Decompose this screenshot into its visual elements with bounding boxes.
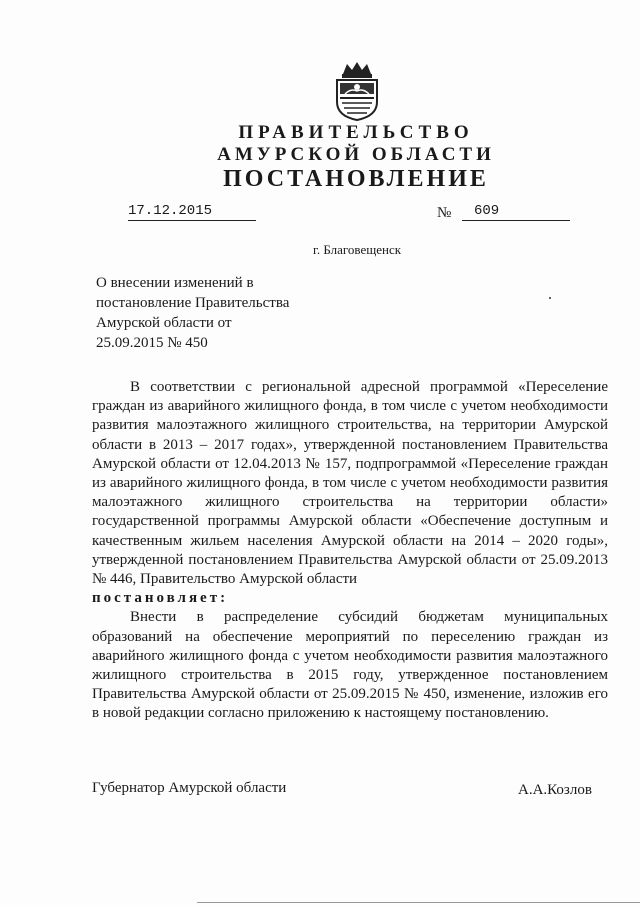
document-subject	[96, 273, 356, 353]
subject-line: постановление Правительства	[96, 295, 290, 311]
scan-speck	[549, 297, 551, 299]
number-sign: №	[437, 205, 452, 221]
document-date: 17.12.2015	[128, 203, 256, 221]
document-body	[92, 378, 608, 724]
city-label: г. Благовещенск	[312, 242, 402, 257]
coat-of-arms-icon	[327, 60, 387, 122]
subject-line: Амурской области от	[96, 315, 232, 331]
region-title: АМУРСКОЙ ОБЛАСТИ	[217, 144, 495, 165]
government-title: ПРАВИТЕЛЬСТВО	[238, 122, 474, 143]
preamble-paragraph: В соответствии с региональной адресной программой «Переселение граждан из аварийного жилищного фонда, в том числе с учетом необходимости развития малоэтажного жилищного строительства, на территории Амурской области в 2013 – 2017 годах», утвержденной постановлением Правительства Амурской области от 12.04.2013 № 157, подпрограммой «Переселение граждан из аварийного жилищного фонда, в том числе с учетом необходимости развития малоэтажного жилищного строительства на территории области» государственной программы Амурской области «Обеспечение доступным и качественным жильем населения Амурской области на 2014 – 2020 годы», утвержденной постановлением Правительства Амурской области от 25.09.2013 № 446, Правительство Амурской области	[92, 379, 608, 588]
document-number: 609	[462, 203, 570, 221]
subject-line: О внесении изменений в	[96, 275, 254, 291]
document-type-title: ПОСТАНОВЛЕНИЕ	[223, 166, 489, 192]
subject-line: 25.09.2015 № 450	[96, 335, 208, 351]
resolves-heading: постановляет:	[92, 590, 229, 607]
scan-edge-line	[197, 902, 640, 903]
operative-paragraph: Внести в распределение субсидий бюджетам муниципальных образований на обеспечение мероприятий по переселению граждан из аварийного жилищного фонда с учетом необходимости развития малоэтажного жилищного строительства в 2015 году, утвержденное постановлением Правительства Амурской области от 25.09.2015 № 450, изменение, изложив его в новой редакции согласно приложению к настоящему постановлению.	[92, 609, 608, 722]
signatory-position: Губернатор Амурской области	[92, 780, 287, 796]
signatory-name: А.А.Козлов	[518, 782, 592, 798]
